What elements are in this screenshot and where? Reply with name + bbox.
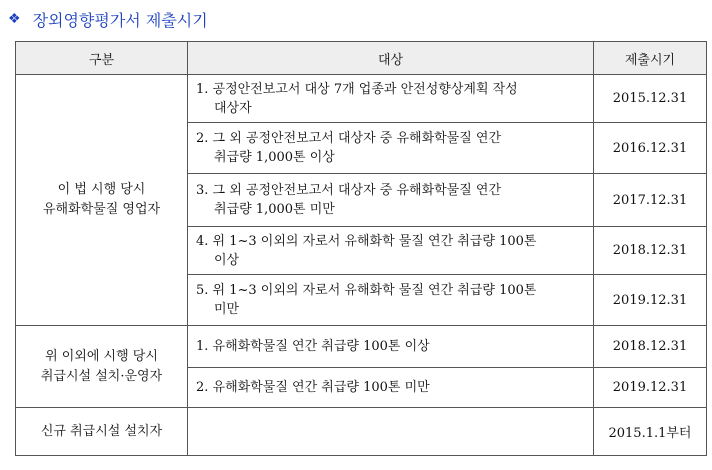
- page-title: 장외영향평가서 제출시기: [32, 10, 208, 30]
- target-cell: 2. 그 외 공정안전보고서 대상자 중 유해화학물질 연간 취급량 1,000톤 이상: [188, 123, 594, 174]
- group-label-facility-operators: 위 이외에 시행 당시 취급시설 설치·운영자: [16, 326, 188, 408]
- submission-schedule-table: [15, 41, 707, 456]
- section-heading: [8, 6, 208, 32]
- target-cell: 1. 유해화학물질 연간 취급량 100톤 이상: [188, 326, 594, 368]
- target-cell: 3. 그 외 공정안전보고서 대상자 중 유해화학물질 연간 취급량 1,000톤 미만: [188, 174, 594, 227]
- header-category: 구분: [16, 42, 188, 75]
- deadline-cell: 2019.12.31: [594, 368, 707, 408]
- table-row: [16, 326, 707, 368]
- deadline-cell: 2016.12.31: [594, 123, 707, 174]
- diamond-bullet-icon: ❖: [8, 11, 21, 27]
- header-target: 대상: [188, 42, 594, 75]
- deadline-cell: 2019.12.31: [594, 275, 707, 326]
- target-cell: 5. 위 1~3 이외의 자로서 유해화학 물질 연간 취급량 100톤 미만: [188, 275, 594, 326]
- target-cell: [188, 408, 594, 456]
- target-cell: 1. 공정안전보고서 대상 7개 업종과 안전성향상계획 작성 대상자: [188, 75, 594, 123]
- deadline-cell: 2018.12.31: [594, 326, 707, 368]
- table-header-row: [16, 42, 707, 75]
- deadline-cell: 2015.1.1부터: [594, 408, 707, 456]
- target-cell: 2. 유해화학물질 연간 취급량 100톤 미만: [188, 368, 594, 408]
- group-label-existing-operators: 이 법 시행 당시 유해화학물질 영업자: [16, 75, 188, 326]
- deadline-cell: 2018.12.31: [594, 227, 707, 275]
- target-cell: 4. 위 1~3 이외의 자로서 유해화학 물질 연간 취급량 100톤 이상: [188, 227, 594, 275]
- deadline-cell: 2015.12.31: [594, 75, 707, 123]
- deadline-cell: 2017.12.31: [594, 174, 707, 227]
- header-deadline: 제출시기: [594, 42, 707, 75]
- table-row: [16, 75, 707, 123]
- table-row: [16, 408, 707, 456]
- group-label-new-installers: 신규 취급시설 설치자: [16, 408, 188, 456]
